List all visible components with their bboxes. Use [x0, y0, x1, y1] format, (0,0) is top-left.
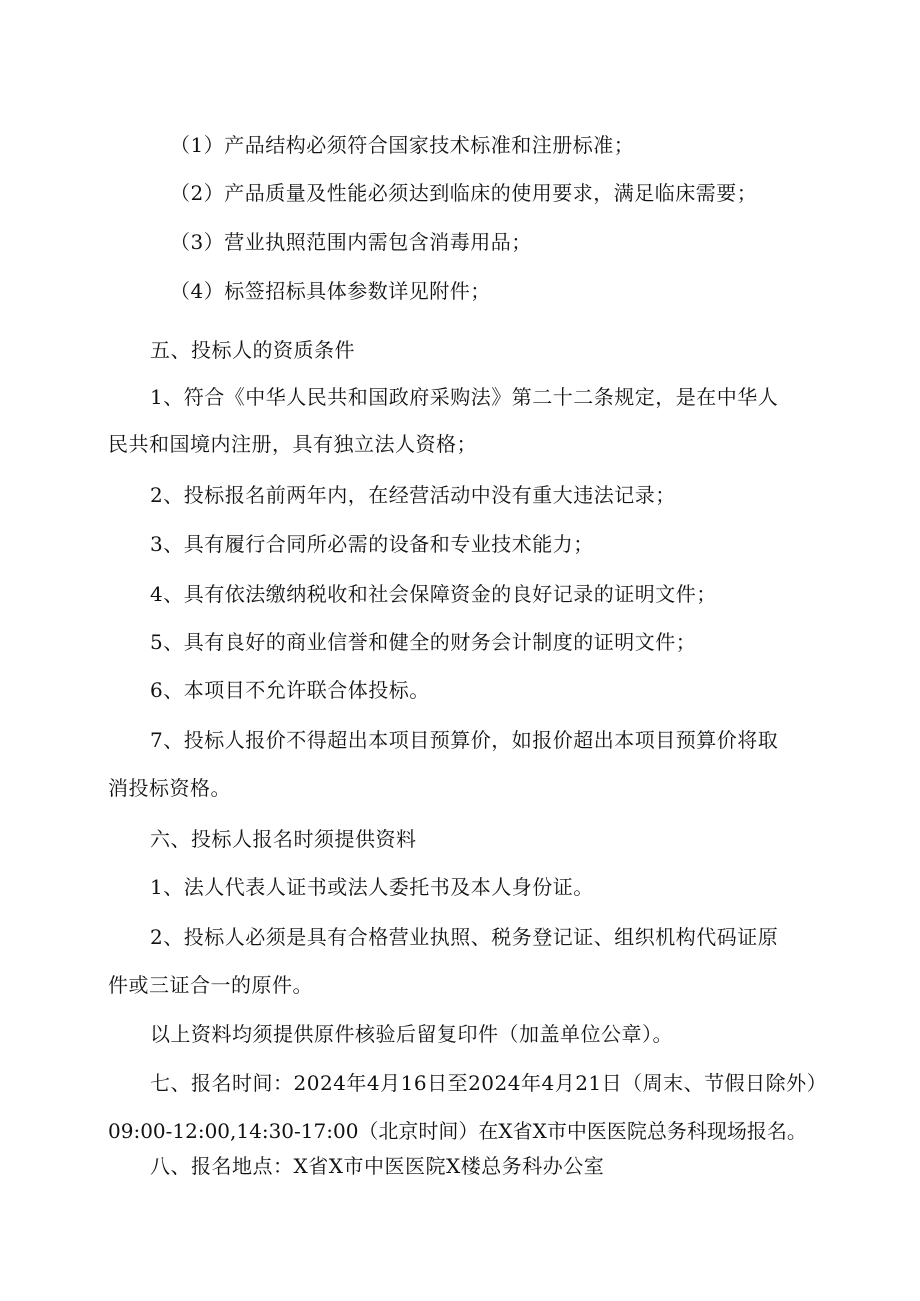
section-5-item-1-line-1: 1、符合《中华人民共和国政府采购法》第二十二条规定，是在中华人	[150, 385, 779, 409]
section-5-item-3: 3、具有履行合同所必需的设备和专业技术能力；	[150, 532, 594, 556]
section-5-item-6: 6、本项目不允许联合体投标。	[150, 678, 430, 702]
section-7-line-2: 09:00-12:00,14:30-17:00（北京时间）在X省X市中医医院总务科现场报名。	[108, 1119, 807, 1143]
section-5-item-4: 4、具有依法缴纳税收和社会保障资金的良好记录的证明文件；	[150, 582, 717, 606]
requirement-1: （1）产品结构必须符合国家技术标准和注册标准；	[170, 133, 635, 157]
section-6-item-2-line-1: 2、投标人必须是具有合格营业执照、税务登记证、组织机构代码证原	[150, 925, 779, 949]
section-5-heading: 五、投标人的资质条件	[150, 338, 355, 362]
section-5-item-7-line-2: 消投标资格。	[108, 776, 231, 800]
section-7-line-1: 七、报名时间：2024年4月16日至2024年4月21日（周末、节假日除外）	[150, 1071, 828, 1095]
section-5-item-5: 5、具有良好的商业信誉和健全的财务会计制度的证明文件；	[150, 630, 697, 654]
section-6-item-2-line-2: 件或三证合一的原件。	[108, 973, 313, 997]
section-8-line-1: 八、报名地点：X省X市中医医院X楼总务科办公室	[150, 1154, 605, 1178]
section-6-heading: 六、投标人报名时须提供资料	[150, 827, 417, 851]
section-5-item-7-line-1: 7、投标人报价不得超出本项目预算价，如报价超出本项目预算价将取	[150, 728, 779, 752]
requirement-4: （4）标签招标具体参数详见附件；	[170, 279, 491, 303]
section-6-item-1: 1、法人代表人证书或法人委托书及本人身份证。	[150, 875, 594, 899]
requirement-2: （2）产品质量及性能必须达到临床的使用要求，满足临床需要；	[170, 181, 758, 205]
section-5-item-1-line-2: 民共和国境内注册，具有独立法人资格；	[108, 432, 477, 456]
section-6-note: 以上资料均须提供原件核验后留复印件（加盖单位公章）。	[150, 1022, 673, 1046]
section-5-item-2: 2、投标报名前两年内，在经营活动中没有重大违法记录；	[150, 483, 676, 507]
requirement-3: （3）营业执照范围内需包含消毒用品；	[170, 230, 532, 254]
